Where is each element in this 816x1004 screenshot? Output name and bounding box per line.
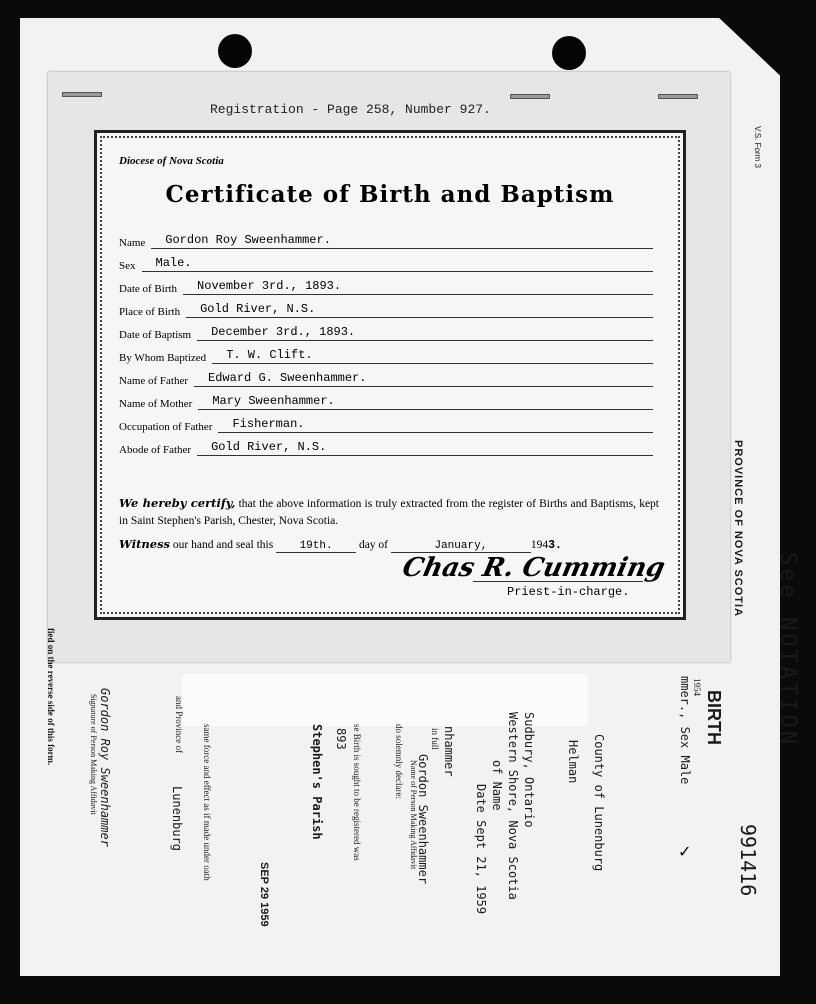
staple-right bbox=[658, 94, 698, 99]
person-label: Name of Person Making Affidavit bbox=[409, 760, 418, 870]
county-handwritten: Lunenburg bbox=[170, 786, 184, 852]
form-line-name: of Name bbox=[490, 760, 504, 811]
form-id: V.S. Form 3 bbox=[753, 126, 762, 168]
year-fragment: 893 bbox=[334, 728, 348, 750]
oath-text: same force and effect as if made under oath bbox=[202, 724, 212, 881]
signer-title: Priest-in-charge. bbox=[507, 585, 630, 599]
certificate-title: Certificate of Birth and Baptism bbox=[165, 181, 615, 208]
field-value: Mary Sweenhammer. bbox=[198, 393, 653, 410]
field-label: Sex bbox=[119, 260, 136, 272]
see-notation: See NOTATION bbox=[775, 552, 800, 747]
field-value: Gold River, N.S. bbox=[186, 301, 653, 318]
form-line-date: Date Sept 21, 1959 bbox=[474, 784, 488, 915]
certificate-sheet bbox=[48, 72, 730, 662]
punch-hole-left bbox=[218, 34, 252, 68]
form-line-helman: Helman bbox=[566, 740, 580, 784]
full-name: Gordon Sweenhammer bbox=[416, 754, 430, 885]
punch-hole-right bbox=[552, 36, 586, 70]
form-year: 1954 bbox=[692, 678, 702, 696]
field-value: Edward G. Sweenhammer. bbox=[194, 370, 653, 387]
affiant-signature: Gordon Roy Sweenhammer bbox=[98, 688, 112, 847]
witness-line bbox=[119, 537, 562, 553]
certificate-frame bbox=[94, 130, 686, 620]
form-line-sex: mmer., Sex Male bbox=[678, 676, 692, 785]
field-row bbox=[119, 298, 653, 318]
field-value: Gordon Roy Sweenhammer. bbox=[151, 232, 653, 249]
field-value: Gold River, N.S. bbox=[197, 439, 653, 456]
witness-lead: Witness bbox=[119, 537, 171, 551]
field-label: Place of Birth bbox=[119, 306, 181, 318]
witness-day: 19th. bbox=[276, 540, 356, 553]
sought-text: se Birth is sought to be registered was bbox=[352, 724, 362, 861]
field-row bbox=[119, 229, 653, 249]
field-value: Male. bbox=[142, 255, 654, 272]
field-row bbox=[119, 321, 653, 341]
field-row bbox=[119, 390, 653, 410]
field-label: Abode of Father bbox=[119, 444, 192, 456]
signature-line bbox=[473, 581, 643, 582]
field-label: Date of Baptism bbox=[119, 329, 192, 341]
field-value: T. W. Clift. bbox=[212, 347, 653, 364]
birth-heading: BIRTH bbox=[704, 690, 724, 745]
province-of-label: and Province of bbox=[174, 696, 184, 753]
reverse-note: fied on the reverse side of this form. bbox=[46, 628, 56, 766]
staple-middle bbox=[510, 94, 550, 99]
registration-number: 991416 bbox=[736, 824, 760, 897]
certification-statement bbox=[119, 495, 659, 530]
field-row bbox=[119, 252, 653, 272]
diocese-header: Diocese of Nova Scotia bbox=[119, 155, 224, 167]
field-row bbox=[119, 367, 653, 387]
field-label: Name bbox=[119, 237, 146, 249]
check-mark: ✓ bbox=[678, 844, 692, 861]
field-value: November 3rd., 1893. bbox=[183, 278, 653, 295]
field-label: By Whom Baptized bbox=[119, 352, 207, 364]
field-label: Name of Mother bbox=[119, 398, 193, 410]
parish-fragment: Stephen's Parish bbox=[310, 724, 324, 840]
form-line-sudbury: Sudbury, Ontario bbox=[522, 712, 536, 828]
witness-text: our hand and seal this bbox=[172, 539, 274, 551]
father-surname: nhammer bbox=[442, 726, 456, 777]
priest-signature: Chas R. Cumming bbox=[399, 553, 668, 583]
date-stamp: SEP 29 1959 bbox=[258, 862, 270, 927]
field-row bbox=[119, 344, 653, 364]
witness-year-prefix: 194 bbox=[530, 539, 549, 551]
certify-text: that the above information is truly extracted from the register of Births and Baptisms, kept in Saint Stephen's Parish, Chester, Nova Scotia. bbox=[119, 498, 660, 527]
staple-left bbox=[62, 92, 102, 97]
form-line-county: County of Lunenburg bbox=[592, 734, 606, 872]
declare-text: do solemnly declare: bbox=[394, 724, 404, 799]
field-value: December 3rd., 1893. bbox=[197, 324, 653, 341]
field-value: Fisherman. bbox=[218, 416, 653, 433]
province-heading: PROVINCE OF NOVA SCOTIA bbox=[732, 440, 744, 618]
full-name-label: in full bbox=[430, 728, 440, 750]
field-row bbox=[119, 413, 653, 433]
witness-month: January, bbox=[391, 540, 531, 553]
witness-text: day of bbox=[358, 539, 389, 551]
registration-line: Registration - Page 258, Number 927. bbox=[210, 102, 491, 117]
signature-label: Signature of Person Making Affidavit bbox=[89, 694, 98, 815]
field-row bbox=[119, 275, 653, 295]
field-label: Occupation of Father bbox=[119, 421, 213, 433]
field-row bbox=[119, 436, 653, 456]
field-label: Date of Birth bbox=[119, 283, 178, 295]
form-line-western: Western Shore, Nova Scotia bbox=[506, 712, 520, 900]
witness-year-digit: 3. bbox=[548, 539, 562, 552]
certify-lead: We hereby certify, bbox=[119, 496, 236, 510]
field-label: Name of Father bbox=[119, 375, 189, 387]
